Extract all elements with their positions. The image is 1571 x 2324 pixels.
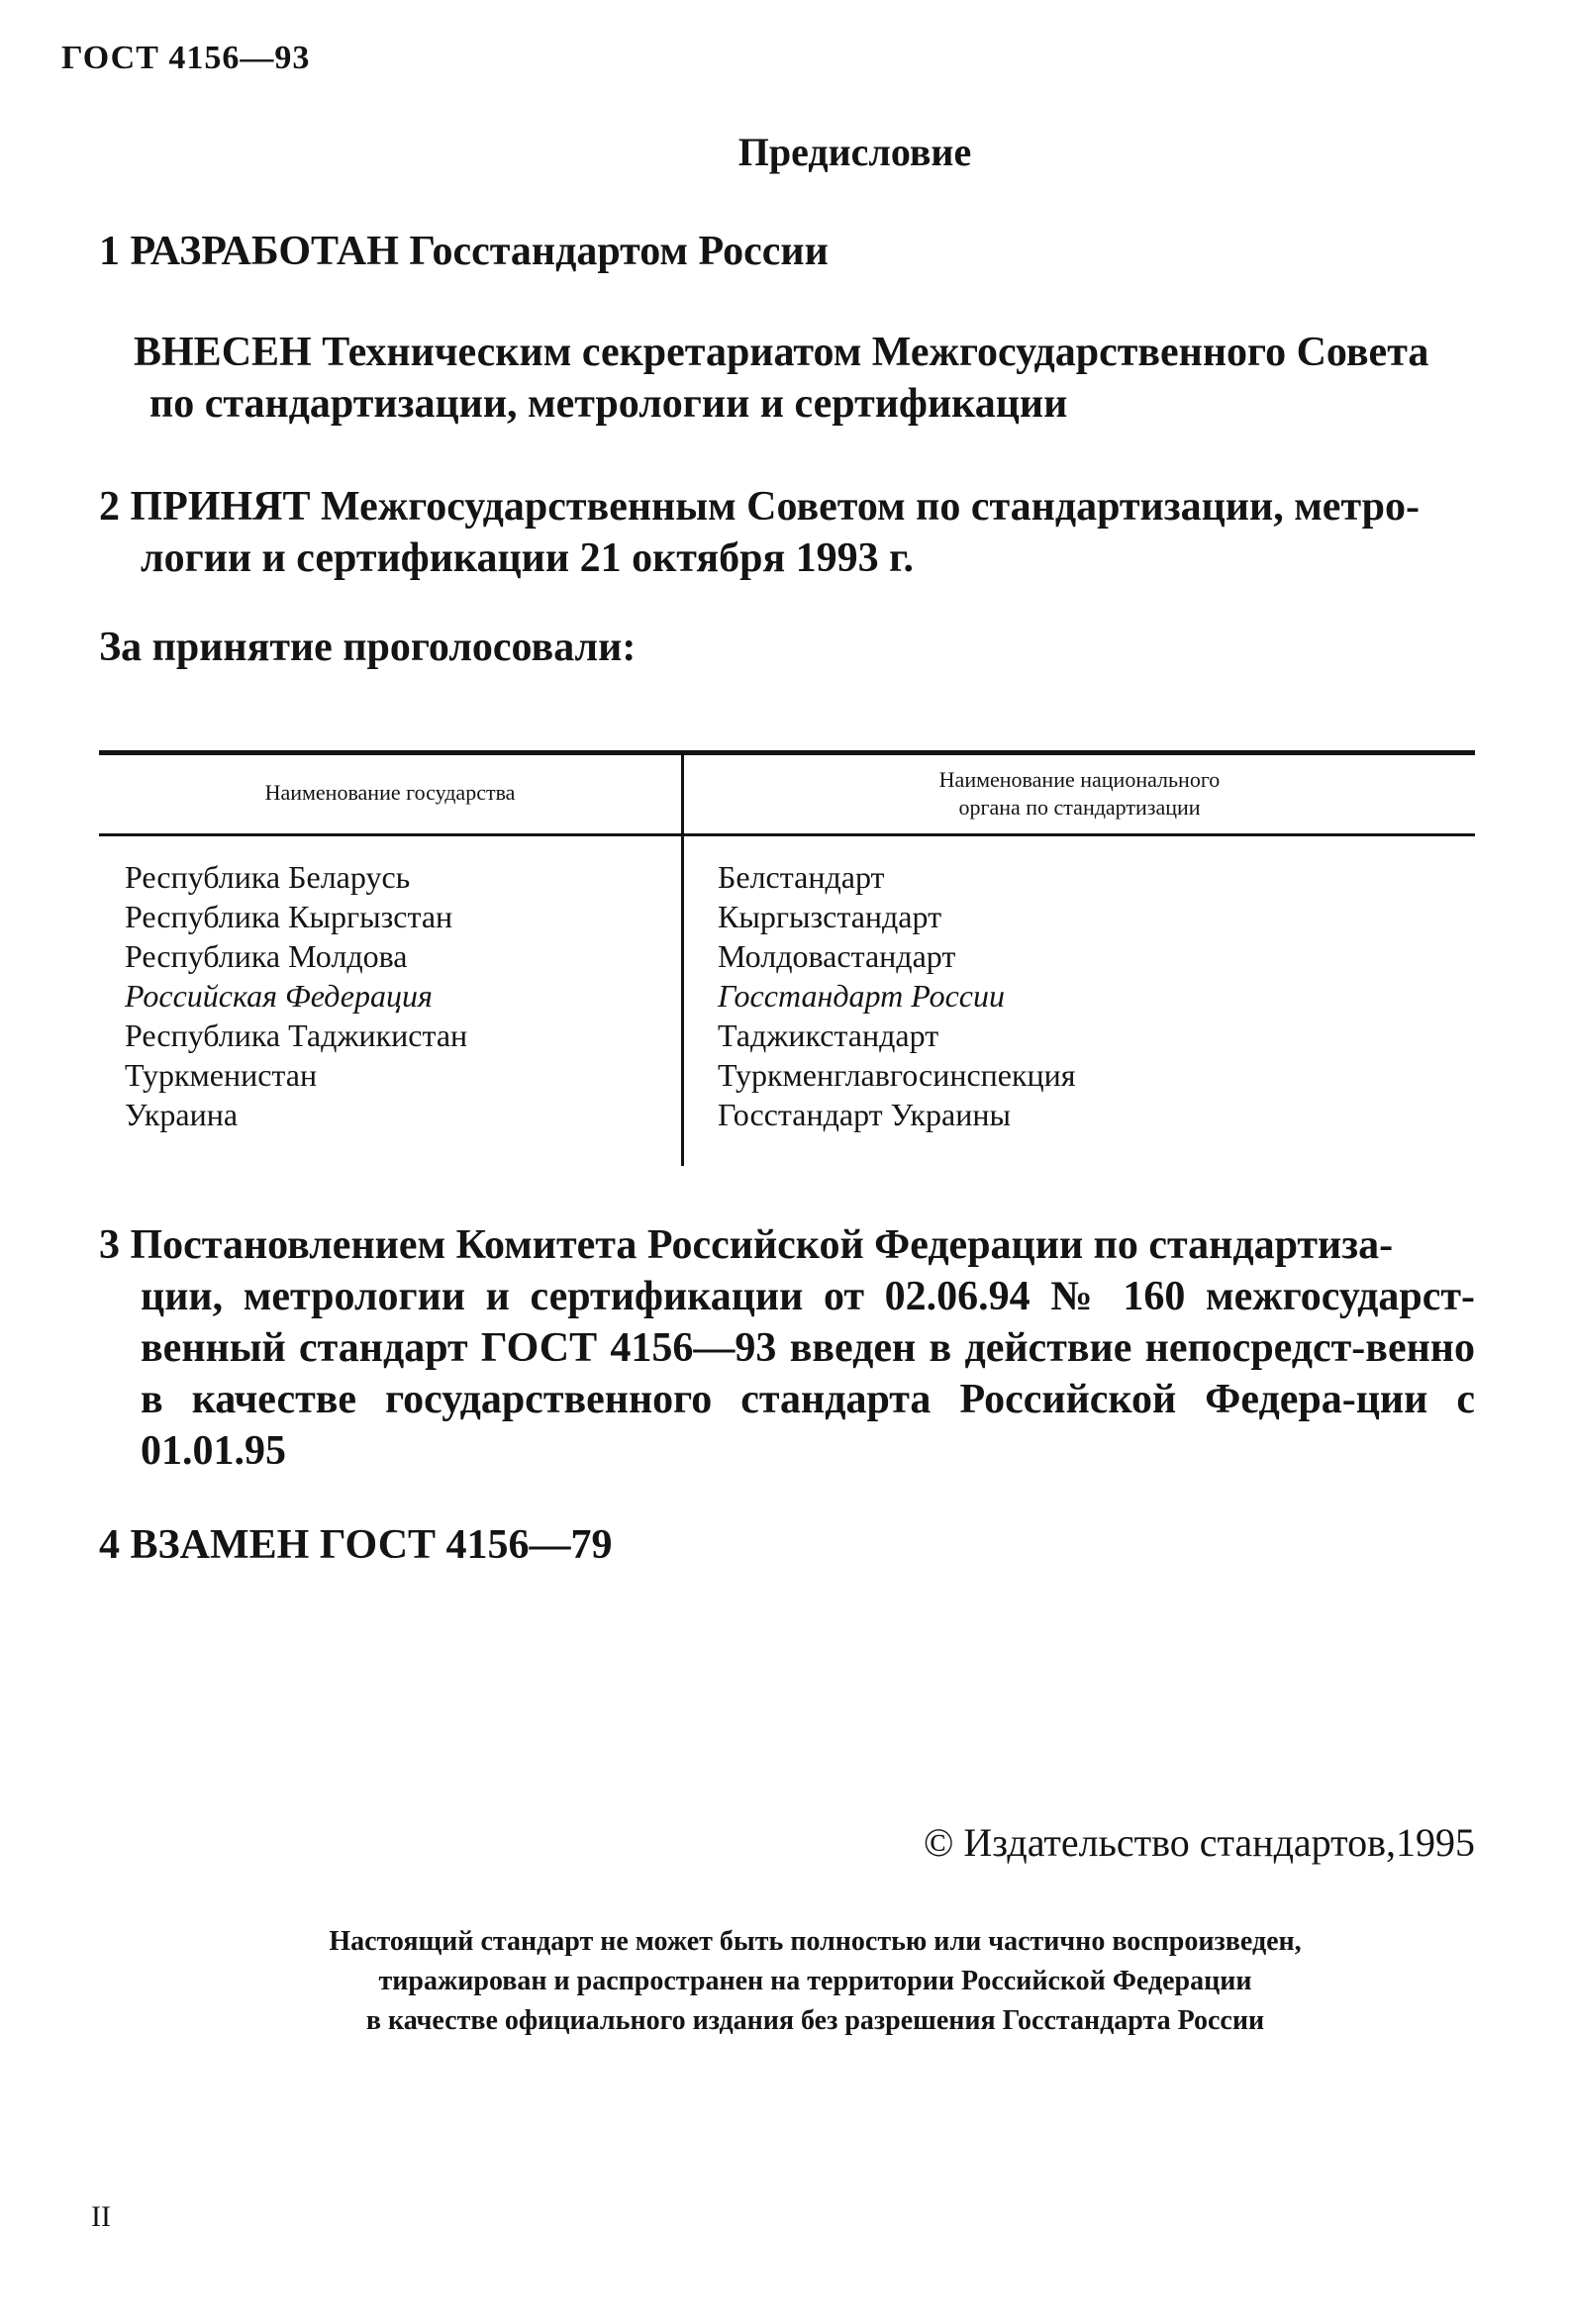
state-column [125,857,467,1134]
column-header-body-line1: Наименование национального [938,767,1221,792]
table-cell-body: Таджикстандарт [718,1017,939,1053]
table-cell-state: Республика Таджикистан [125,1017,468,1053]
notice-line1: Настоящий стандарт не может быть полностью или частично воспроизведен, [329,1926,1302,1957]
item-text-line2: логии и сертификации 21 октября 1993 г. [141,535,914,581]
table-cell-state: Украина [125,1097,239,1132]
body-column [718,857,1075,1134]
page-title: Предисловие [737,130,972,174]
table-cell-body: Кыргызстандарт [718,899,942,934]
reproduction-notice [0,1922,1571,2041]
item-text-rest: ции, метрологии и сертификации от 02.06.94 № 160 межгосударст-венный стандарт ГОСТ 4156—93 введен в действие непосредст-венно в качестве государственного стандарта Российской Федера-ции с 01.01.95 [141,1274,1475,1474]
copyright: © Издательство стандартов,1995 [923,1820,1475,1865]
page-number: II [91,2200,111,2233]
table-cell-state: Российская Федерация [125,978,433,1014]
item-text-line2: по стандартизации, метрологии и сертификации [149,381,1068,427]
table-top-rule [99,750,1475,755]
voted-heading: За принятие проголосовали: [99,625,637,670]
item-number: 3 [99,1222,120,1268]
table-cell-state: Туркменистан [125,1057,318,1093]
table-cell-body: Госстандарт России [718,978,1005,1014]
item-number: 1 [99,229,120,274]
table-cell-body: Белстандарт [718,859,885,895]
column-header-body-line2: органа по стандартизации [958,795,1201,820]
voting-table [99,750,1475,1166]
table-cell-state: Республика Кыргызстан [125,899,453,934]
notice-line3: в качестве официального издания без разрешения Госстандарта России [365,2005,1265,2036]
table-cell-body: Туркменглавгосинспекция [718,1057,1076,1093]
document-code: ГОСТ 4156—93 [61,40,311,76]
table-cell-body: Молдовастандарт [718,938,956,974]
item-text: РАЗРАБОТАН Госстандартом России [130,229,829,274]
column-header-state: Наименование государства [264,780,516,805]
item-text-line1: Постановлением Комитета Российской Федерации по стандартиза- [130,1222,1394,1268]
item-developed [99,226,1475,277]
item-number: 2 [99,484,120,530]
table-cell-state: Республика Молдова [125,938,408,974]
table-header-rule [99,833,1475,836]
notice-line2: тиражирован и распространен на территории Российской Федерации [378,1966,1252,1996]
table-cell-body: Госстандарт Украины [718,1097,1011,1132]
column-header-body [684,766,1475,822]
item-text: ВЗАМЕН ГОСТ 4156—79 [130,1522,613,1568]
item-number: 4 [99,1522,120,1568]
item-text-line1: ПРИНЯТ Межгосударственным Советом по стандартизации, метро- [130,484,1420,530]
item-text-line1: ВНЕСЕН Техническим секретариатом Межгосударственного Совета [134,330,1429,375]
table-cell-state: Республика Беларусь [125,859,411,895]
item-enacted [99,1219,1475,1477]
item-adopted [99,481,1475,584]
item-introduced [134,327,1480,430]
item-replaces [99,1519,1475,1571]
